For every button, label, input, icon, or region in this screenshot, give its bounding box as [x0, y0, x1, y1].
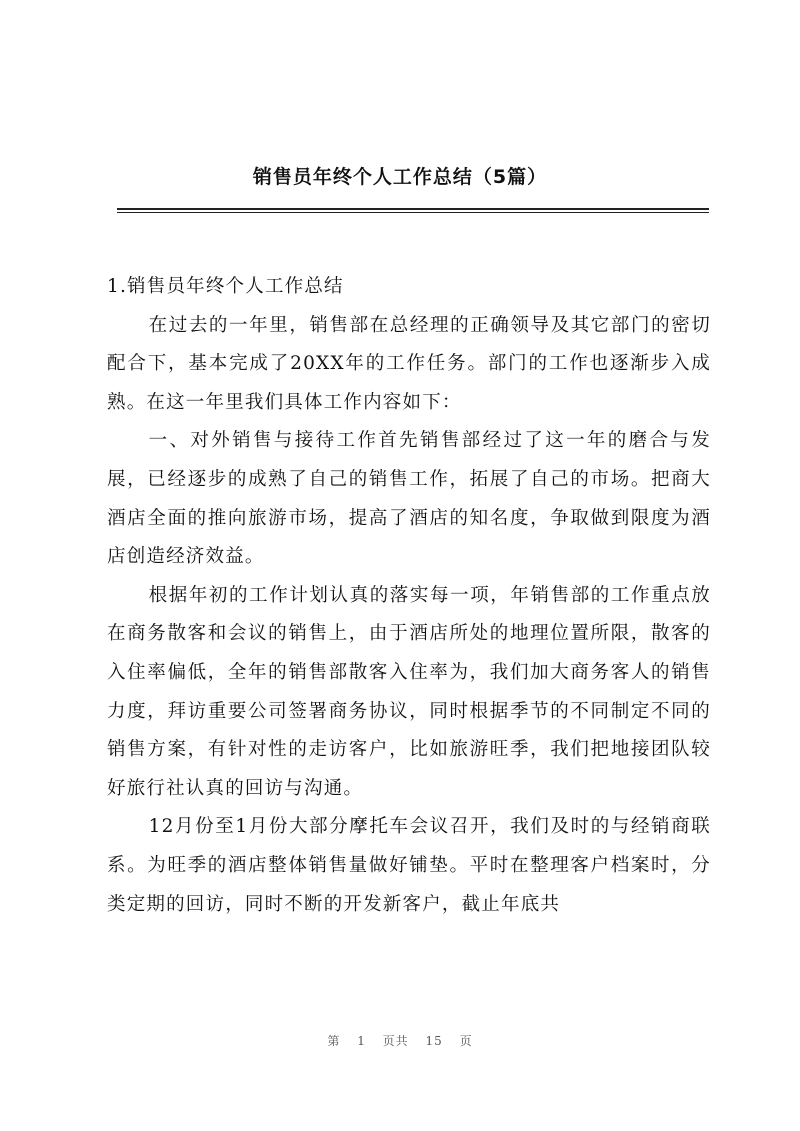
- title-divider: [117, 208, 709, 213]
- paragraph: 在过去的一年里，销售部在总经理的正确领导及其它部门的密切配合下，基本完成了20XX年的工作任务。部门的工作也逐渐步入成熟。在这一年里我们具体工作内容如下：: [107, 314, 711, 413]
- page-footer: [0, 1032, 800, 1049]
- footer-mid: 页共: [382, 1034, 409, 1048]
- paragraph: 12月份至1月份大部分摩托车会议召开，我们及时的与经销商联系。为旺季的酒店整体销售量做好铺垫。平时在整理客户档案时，分类定期的回访，同时不断的开发新客户，截止年底共: [107, 816, 711, 915]
- paragraph: 一、对外销售与接待工作首先销售部经过了这一年的磨合与发展，已经逐步的成熟了自己的销售工作，拓展了自己的市场。把商大酒店全面的推向旅游市场，提高了酒店的知名度，争取做到限度为酒店创造经济效益。: [107, 430, 711, 568]
- document-title: 销售员年终个人工作总结（5篇）: [252, 166, 548, 188]
- page-number: 1: [357, 1034, 366, 1048]
- footer-prefix: 第: [327, 1034, 341, 1048]
- total-pages: 15: [425, 1034, 443, 1048]
- footer-suffix: 页: [459, 1034, 473, 1048]
- document-body: [107, 268, 711, 924]
- paragraph: 根据年初的工作计划认真的落实每一项，年销售部的工作重点放在商务散客和会议的销售上，由于酒店所处的地理位置所限，散客的入住率偏低，全年的销售部散客入住率为，我们加大商务客人的销售力度，拜访重要公司签署商务协议，同时根据季节的不同制定不同的销售方案，有针对性的走访客户，比如旅游旺季，我们把地接团队较好旅行社认真的回访与沟通。: [107, 584, 711, 799]
- section-heading: 1.销售员年终个人工作总结: [107, 276, 344, 297]
